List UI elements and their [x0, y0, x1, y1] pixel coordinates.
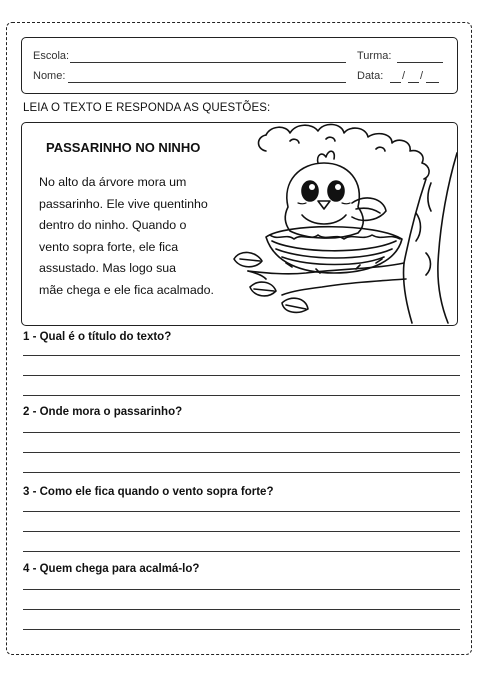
class-label: Turma: — [357, 50, 392, 62]
date-day-field[interactable] — [390, 82, 401, 83]
bird-in-nest-on-tree-icon — [226, 123, 457, 324]
instruction-heading: LEIA O TEXTO E RESPONDA AS QUESTÕES: — [23, 102, 271, 114]
answer-line[interactable] — [23, 452, 460, 453]
school-label: Escola: — [33, 50, 70, 62]
answer-line[interactable] — [23, 551, 460, 552]
story-line: No alto da árvore mora um — [39, 175, 187, 189]
story-text — [39, 172, 244, 301]
story-title: PASSARINHO NO NINHO — [46, 140, 201, 155]
question-4: 4 - Quem chega para acalmá-lo? — [23, 563, 200, 575]
answer-line[interactable] — [23, 432, 460, 433]
answer-line[interactable] — [23, 355, 460, 356]
story-line: assustado. Mas logo sua — [39, 261, 177, 275]
story-line: vento sopra forte, ele fica — [39, 239, 179, 254]
answer-line[interactable] — [23, 395, 460, 396]
answer-line[interactable] — [23, 375, 460, 376]
answer-line[interactable] — [23, 511, 460, 512]
question-3: 3 - Como ele fica quando o vento sopra forte? — [23, 486, 274, 498]
question-1: 1 - Qual é o título do texto? — [23, 331, 172, 343]
date-label: Data: — [357, 70, 384, 82]
date-separator: / — [420, 70, 424, 82]
name-field[interactable] — [68, 82, 346, 83]
class-field[interactable] — [397, 62, 443, 63]
answer-line[interactable] — [23, 609, 460, 610]
school-field[interactable] — [70, 62, 346, 63]
answer-line[interactable] — [23, 589, 460, 590]
date-year-field[interactable] — [426, 82, 439, 83]
answer-line[interactable] — [23, 531, 460, 532]
answer-line[interactable] — [23, 472, 460, 473]
date-month-field[interactable] — [408, 82, 419, 83]
story-line: passarinho. Ele vive quentinho — [39, 196, 208, 211]
student-info-box — [21, 37, 458, 94]
answer-line[interactable] — [23, 629, 460, 630]
story-line: dentro do ninho. Quando o — [39, 218, 187, 232]
name-label: Nome: — [33, 70, 66, 82]
story-line: mãe chega e ele fica acalmado. — [39, 282, 214, 297]
date-separator: / — [402, 70, 406, 82]
question-2: 2 - Onde mora o passarinho? — [23, 406, 183, 418]
